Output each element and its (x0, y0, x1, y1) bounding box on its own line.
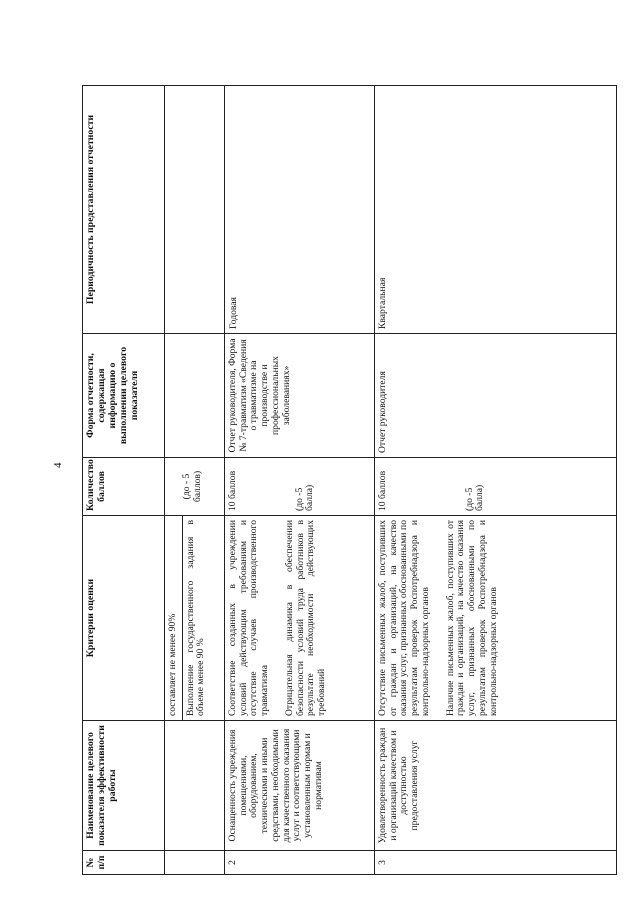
indicator-name: Удовлетворенность граждан и организаций качеством и доступностью предоставления услуг (375, 721, 617, 851)
row-number: 3 (375, 851, 617, 875)
score-cell (165, 458, 225, 516)
score-positive: 10 баллов (377, 470, 388, 511)
score-negative: (до - 5 баллов) (181, 470, 203, 503)
table-row (225, 86, 375, 875)
report-form (165, 334, 225, 458)
header-criteria: Критерии оценки (83, 516, 165, 721)
periodicity: Годовая (225, 86, 375, 334)
row-number: 2 (225, 851, 375, 875)
table-row (165, 86, 225, 875)
row-number (165, 851, 225, 875)
header-number: № п/п (83, 851, 165, 875)
score-negative: (до -5 балла) (293, 484, 316, 511)
criteria-positive: Соответствие созданных в учреждении условий действующим требованиям и отсутствие случаев производственного травматизма (227, 520, 271, 716)
score-cell (375, 458, 617, 516)
periodicity: Квартальная (375, 86, 617, 334)
criteria-negative: Отрицательная динамика в обеспечении безопасности условий труда работников в результате необходимости действующих требований (283, 520, 328, 716)
criteria-cell (375, 516, 617, 721)
header-periodicity: Периодичность представления отчетности (83, 86, 165, 334)
criteria-cell (165, 516, 225, 721)
report-form: Отчет руководителя (375, 334, 617, 458)
score-negative: (до -5 балла) (463, 484, 486, 511)
table-row (375, 86, 617, 875)
periodicity (165, 86, 225, 334)
table-header-row (83, 86, 165, 875)
header-score: Количество баллов (83, 458, 165, 516)
score-cell (225, 458, 375, 516)
criteria-positive: Отсутствие письменных жалоб, поступивших от граждан и организаций, на качество оказания услуг, признанных обоснованными по результатам проверок Роспотребнадзора и контрольно-надзорных органов (377, 520, 431, 716)
criteria-positive: составляет не менее 90% (167, 613, 178, 716)
indicator-name: Оснащенность учреждения помещениями, оборудованием, техническими и иными средствами, необходимыми для качественного оказания услуг и соответствующими установленным нормам и нормативам (225, 721, 375, 851)
criteria-cell (225, 516, 375, 721)
page-number: 4 (52, 462, 64, 468)
rotated-table-container (82, 85, 617, 875)
indicator-name (165, 721, 225, 851)
header-indicator-name: Наименование целевого показателя эффективности работы (83, 721, 165, 851)
criteria-negative: Наличие письменных жалоб, поступивших от граждан и организаций, на качество оказания услуг, признанных обоснованными по результатам проверок Роспотребнадзора и контрольно-надзорных органов (444, 520, 499, 716)
score-positive: 10 баллов (227, 470, 238, 511)
target-indicators-table (82, 85, 617, 875)
header-report-form: Форма отчетности, содержащая информацию о выполнении целевого показателя (83, 334, 165, 458)
criteria-negative: Выполнение государственного задания в объеме менее 90 % (182, 516, 210, 720)
report-form: Отчет руководителя, Форма № 7-травматизм «Сведения о травматизме на производстве и профессиональных заболеваниях» (225, 334, 375, 458)
